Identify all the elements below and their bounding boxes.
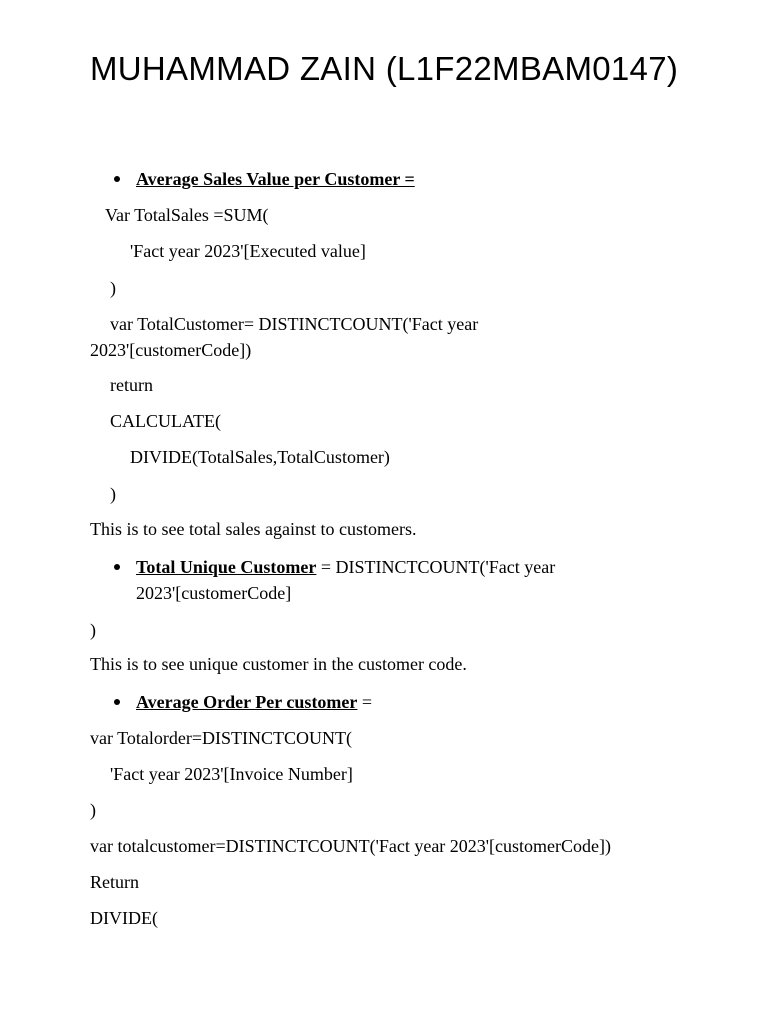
- code-line: ): [90, 620, 96, 640]
- bullet-icon: [114, 176, 120, 182]
- section-heading-avg-order: Average Order Per customer: [136, 692, 358, 712]
- page-title: MUHAMMAD ZAIN (L1F22MBAM0147): [90, 50, 679, 87]
- code-line: ): [90, 800, 96, 820]
- section-note: This is to see unique customer in the customer code.: [90, 654, 467, 674]
- code-line: Return: [90, 872, 139, 892]
- section-heading-unique-customer: Total Unique Customer: [136, 557, 317, 577]
- code-line: return: [110, 375, 153, 395]
- code-line: ): [110, 484, 116, 504]
- formula-text: = DISTINCTCOUNT('Fact year: [316, 557, 556, 577]
- code-line: var Totalorder=DISTINCTCOUNT(: [90, 728, 353, 748]
- code-line: 2023'[customerCode]: [136, 583, 292, 603]
- bullet-icon: [114, 564, 120, 570]
- code-line: 2023'[customerCode]): [90, 340, 252, 360]
- code-line: 'Fact year 2023'[Invoice Number]: [110, 764, 353, 784]
- code-line: 'Fact year 2023'[Executed value]: [130, 241, 366, 261]
- code-line: ): [110, 278, 116, 298]
- code-line: DIVIDE(: [90, 908, 158, 928]
- section-heading-line: [136, 554, 555, 580]
- section-heading-avg-sales: Average Sales Value per Customer =: [136, 169, 415, 189]
- code-line: DIVIDE(TotalSales,TotalCustomer): [130, 447, 390, 467]
- section-heading-line: [136, 689, 372, 715]
- code-line: var totalcustomer=DISTINCTCOUNT('Fact year 2023'[customerCode]): [90, 836, 611, 856]
- code-line: CALCULATE(: [110, 411, 221, 431]
- formula-text: =: [357, 692, 373, 712]
- bullet-icon: [114, 699, 120, 705]
- section-note: This is to see total sales against to customers.: [90, 519, 417, 539]
- code-line: var TotalCustomer= DISTINCTCOUNT('Fact year: [110, 314, 479, 334]
- code-line: Var TotalSales =SUM(: [105, 205, 269, 225]
